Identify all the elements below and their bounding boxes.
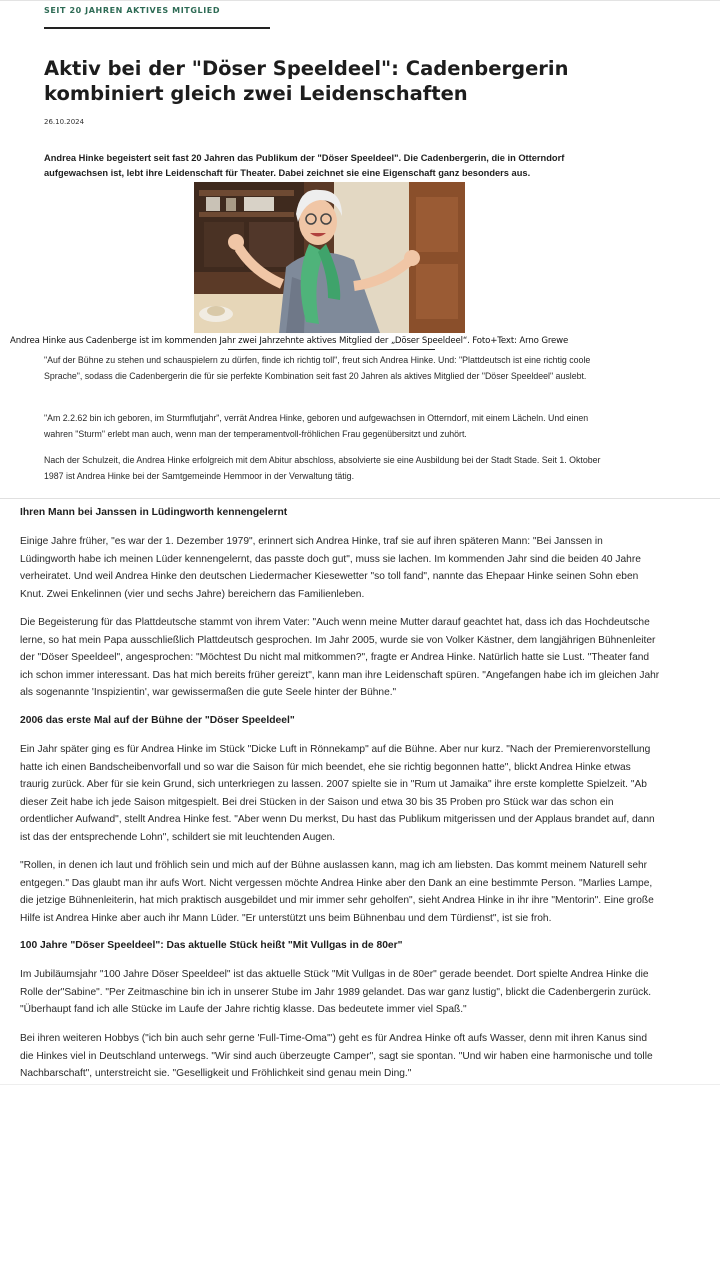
section-paragraph: "Rollen, in denen ich laut und fröhlich sein und mich auf der Bühne auslassen kann, mag ich am liebsten. Das kommt meinem Naturell sehr entgegen." Das glaubt man ihr aufs Wort. Nicht vergessen möchte Andrea Hinke aber den Dank an eine bestimmte Person. "Marlies Lampe, die jetzige Bühnenleiterin, hat mich praktisch ausgebildet und mir immer sehr geholfen", sieht Andrea Hinke in ihr ihre "Mentorin". Eine große Hilfe ist Andrea Hinke aber auch ihr Mann Lüder. "Er unterstützt uns beim Bühnenbau und dem Türdienst", ist sie froh.	[20, 860, 654, 924]
intro-paragraph: "Auf der Bühne zu stehen und schauspielern zu dürfen, finde ich richtig toll", freut sich Andrea Hinke. Und: "Plattdeutsch ist eine richtig coole Sprache", sodass die Cadenbergerin die für sie perfekte Kombination seit fast 20 Jahren als aktives Mitglied der "Döser Speeldeel" auslebt.	[44, 355, 591, 381]
section-paragraph: Die Begeisterung für das Plattdeutsche stammt von ihrem Vater: "Auch wenn meine Mutter darauf geachtet hat, dass ich das Hochdeutsche lerne, so hat mein Papa ausschließlich Plattdeutsch gesprochen. Im Jahr 2005, wurde sie von Volker Kästner, dem langjährigen Bühnenleiter der "Döser Speeldeel", angesprochen: "Möchtest Du nicht mal mitkommen?", fragte er Andrea Hinke. Natürlich hatte sie Lust. "Theater fand ich schon immer interessant. Das hat mich bereits früher gereizt", kann man ihre Leidenschaft spüren. "Angefangen habe ich im gleichen Jahr als sogenannte 'Inspizientin', war gewissermaßen die gute Seele hinter der Bühne."	[20, 617, 660, 698]
kicker-underline	[44, 27, 270, 29]
article-lead: Andrea Hinke begeistert seit fast 20 Jahren das Publikum der "Döser Speeldeel". Die Cadenbergerin, die in Otterndorf aufgewachsen ist, lebt ihre Leidenschaft für Theater. Dabei zeichnet sie eine Eigenschaft ganz besonders aus.	[44, 153, 565, 178]
section-paragraph: Einige Jahre früher, "es war der 1. Dezember 1979", erinnert sich Andrea Hinke, traf sie auf ihren späteren Mann: "Bei Janssen in Lüdingworth habe ich meinen Lüder kennengelernt, das passte doch gut", muss sie lachen. Im kommenden Jahr sind die beiden 40 Jahre verheiratet. Und weil Andrea Hinke den deutschen Liedermacher Kiesewetter "so toll fand", nannte das Ehepaar Hinke seinen Sohn eben Knut. Zwei Enkelinnen (vier und sechs Jahre) bereichern das Familienleben.	[20, 536, 641, 600]
article-title: Aktiv bei der "Döser Speeldeel": Cadenbergerin kombiniert gleich zwei Leidenschaften	[44, 57, 569, 105]
section-heading: 100 Jahre "Döser Speeldeel": Das aktuelle Stück heißt "Mit Vullgas in de 80er"	[20, 940, 403, 951]
section-paragraph: Bei ihren weiteren Hobbys ("ich bin auch sehr gerne 'Full-Time-Oma'") geht es für Andrea Hinke oft aufs Wasser, denn mit ihren Kanus sind die Hinkes viel in Deutschland unterwegs. "Wir sind auch überzeugte Camper", sagt sie spontan. "Und wir haben eine harmonische und tolle Nachbarschaft", unterstreicht sie. "Geselligkeit und Fröhlichkeit sind genau mein Ding."	[20, 1033, 653, 1079]
article-end-divider	[0, 1084, 720, 1085]
section-paragraph: Im Jubiläumsjahr "100 Jahre Döser Speeldeel" ist das aktuelle Stück "Mit Vullgas in de 80er" gerade beendet. Dort spielte Andrea Hinke die Rolle der"Sabine". "Per Zeitmaschine bin ich in unserer Stube im Jahr 1989 gelandet. Das war ganz lustig", blickt die Cadenbergerin zurück. "Überhaupt fand ich alle Stücke im Laufe der Jahre richtig klasse. Das bedeutete immer viel Spaß."	[20, 969, 652, 1015]
article-photo[interactable]	[194, 182, 465, 333]
top-rule	[0, 0, 720, 1]
intro-paragraph: "Am 2.2.62 bin ich geboren, im Sturmflutjahr", verrät Andrea Hinke, geboren und aufgewachsen in Otterndorf, mit einem Lächeln. Und einen wahren "Sturm" erlebt man auch, wenn man der temperamentvoll-fröhlichen Frau gegenübersitzt und zuhört.	[44, 413, 589, 439]
section-heading: 2006 das erste Mal auf der Bühne der "Döser Speeldeel"	[20, 715, 295, 726]
photo-caption: Andrea Hinke aus Cadenberge ist im kommenden Jahr zwei Jahrzehnte aktives Mitglied der „Döser Speeldeel“. Foto+Text: Arno Grewe	[10, 336, 569, 346]
section-heading: Ihren Mann bei Janssen in Lüdingworth kennengelernt	[20, 507, 288, 518]
section-divider	[0, 498, 720, 499]
publish-date: 26.10.2024	[44, 118, 85, 126]
topic-kicker[interactable]: SEIT 20 JAHREN AKTIVES MITGLIED	[44, 6, 221, 15]
caption-link-underline	[228, 349, 435, 350]
section-paragraph: Ein Jahr später ging es für Andrea Hinke im Stück "Dicke Luft in Rönnekamp" auf die Bühne. Aber nur kurz. "Nach der Premierenvorstellung hatte ich einen Bandscheibenvorfall und so war die Saison für mich beendet, ehe sie richtig begonnen hatte", blickt Andrea Hinke etwas traurig zurück. Aber für sie kein Grund, sich unterkriegen zu lassen. 2007 spielte sie in "Rum ut Jamaika" ihre erste komplette Spielzeit. "Ab dieser Zeit habe ich jede Saison mitgespielt. Bei drei Stücken in der Saison und etwa 30 bis 35 Proben pro Stück war das schon ein ordentlicher Aufwand", stellt Andrea Hinke fest. "Aber wenn Du merkst, Du hast das Publikum mitgerissen und der Applaus brandet auf, dann ist das der entsprechende Lohn", schildert sie mit leuchtenden Augen.	[20, 744, 655, 843]
intro-paragraph: Nach der Schulzeit, die Andrea Hinke erfolgreich mit dem Abitur abschloss, absolvierte sie eine Ausbildung bei der Stadt Stade. Seit 1. Oktober 1987 ist Andrea Hinke bei der Samtgemeinde Hemmoor in der Verwaltung tätig.	[44, 455, 601, 481]
photo-illustration	[194, 182, 465, 333]
